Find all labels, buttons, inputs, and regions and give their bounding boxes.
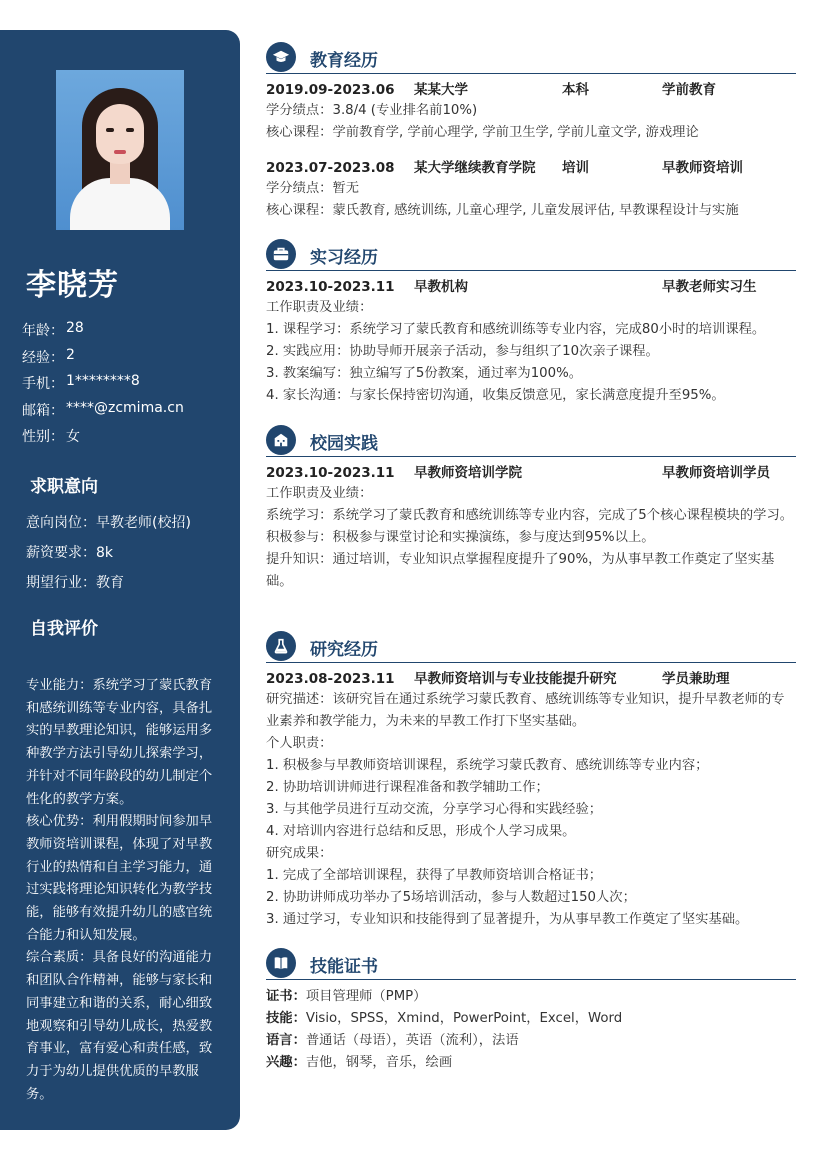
text-line: 2. 协助培训讲师进行课程准备和教学辅助工作； bbox=[266, 780, 549, 795]
section-header bbox=[266, 423, 796, 457]
text-line: 1. 积极参与早教师资培训课程，系统学习蒙氏教育、感统训练等专业内容； bbox=[266, 758, 709, 773]
text-line: 工作职责及业绩： bbox=[266, 486, 373, 501]
skill-tools: 技能：Visio，SPSS，Xmind，PowerPoint，Excel，Word bbox=[266, 1011, 623, 1026]
skills-section bbox=[266, 946, 796, 1074]
intent-title: 求职意向 bbox=[30, 477, 98, 497]
text-line: 核心课程：蒙氏教育, 感统训练, 儿童心理学, 儿童发展评估, 早教课程设计与实施 bbox=[266, 203, 739, 218]
building-icon bbox=[266, 425, 296, 455]
book-icon bbox=[266, 948, 296, 978]
info-phone: 手机： 1********8 bbox=[22, 373, 140, 392]
section-title: 校园实践 bbox=[310, 434, 378, 454]
section-header bbox=[266, 946, 796, 980]
briefcase-icon bbox=[266, 239, 296, 269]
info-email: 邮箱： ****@zcmima.cn bbox=[22, 399, 184, 419]
entry-header: 2023.10-2023.11 早教机构 早教老师实习生 bbox=[266, 279, 757, 295]
sidebar bbox=[0, 30, 240, 1130]
graduation-cap-icon bbox=[266, 42, 296, 72]
skill-certificate: 证书：项目管理师（PMP） bbox=[266, 989, 427, 1004]
text-line: 2. 协助讲师成功举办了5场培训活动，参与人数超过150人次； bbox=[266, 890, 636, 905]
self-eval-paragraph: 综合素质：具备良好的沟通能力和团队合作精神，能够与家长和同事建立和谐的关系，耐心细致地观察和引导幼儿成长，热爱教育事业，富有爱心和责任感，致力于为幼儿提供优质的早教服务。 bbox=[26, 950, 213, 1102]
text-line: 学分绩点：暂无 bbox=[266, 181, 360, 196]
text-line: 4. 对培训内容进行总结和反思，形成个人学习成果。 bbox=[266, 824, 576, 839]
text-line: 3. 教案编写：独立编写了5份教案，通过率为100%。 bbox=[266, 366, 583, 381]
text-line: 3. 通过学习，专业知识和技能得到了显著提升，为从事早教工作奠定了坚实基础。 bbox=[266, 912, 749, 927]
candidate-name: 李晓芳 bbox=[26, 268, 119, 303]
section-header bbox=[266, 237, 796, 271]
self-eval-paragraph: 核心优势：利用假期时间参加早教师资培训课程，体现了对早教行业的热情和自主学习能力，通过实践将理论知识转化为教学技能，能够有效提升幼儿的感官统合能力和认知发展。 bbox=[26, 814, 213, 943]
intent-position: 意向岗位：早教老师(校招) bbox=[26, 515, 191, 531]
campus-section bbox=[266, 423, 796, 593]
text-line: 3. 与其他学员进行互动交流，分享学习心得和实践经验； bbox=[266, 802, 603, 817]
text-line: 研究成果： bbox=[266, 846, 333, 861]
info-experience: 经验： 2 bbox=[22, 346, 75, 366]
job-intent bbox=[26, 512, 226, 602]
skill-language: 语言：普通话（母语），英语（流利），法语 bbox=[266, 1033, 519, 1048]
self-eval-paragraph: 专业能力：系统学习了蒙氏教育和感统训练等专业内容，具备扎实的早教理论知识，能够运用多种教学方法引导幼儿探索学习，并针对不同年龄段的幼儿制定个性化的教学方案。 bbox=[26, 678, 213, 807]
text-line: 1. 完成了全部培训课程，获得了早教师资培训合格证书； bbox=[266, 868, 603, 883]
section-title: 研究经历 bbox=[310, 640, 378, 660]
text-line: 积极参与：积极参与课堂讨论和实操演练，参与度达到95%以上。 bbox=[266, 530, 655, 545]
section-title: 实习经历 bbox=[310, 248, 378, 268]
intent-industry: 期望行业：教育 bbox=[26, 575, 124, 591]
text-line: 提升知识：通过培训，专业知识点掌握程度提升了90%，为从事早教工作奠定了坚实基础。 bbox=[266, 552, 775, 589]
text-line: 个人职责： bbox=[266, 736, 333, 751]
internship-section bbox=[266, 237, 796, 407]
section-title: 教育经历 bbox=[310, 51, 378, 71]
text-line: 系统学习：系统学习了蒙氏教育和感统训练等专业内容，完成了5个核心课程模块的学习。 bbox=[266, 508, 794, 523]
section-header bbox=[266, 629, 796, 663]
personal-info bbox=[22, 320, 222, 453]
flask-icon bbox=[266, 631, 296, 661]
text-line: 4. 家长沟通：与家长保持密切沟通，收集反馈意见，家长满意度提升至95%。 bbox=[266, 388, 725, 403]
section-header bbox=[266, 40, 796, 74]
entry-header: 2023.08-2023.11 早教师资培训与专业技能提升研究 学员兼助理 bbox=[266, 671, 730, 687]
section-title: 技能证书 bbox=[310, 957, 378, 977]
text-line: 核心课程：学前教育学, 学前心理学, 学前卫生学, 学前儿童文学, 游戏理论 bbox=[266, 125, 699, 140]
entry-header: 2023.10-2023.11 早教师资培训学院 早教师资培训学员 bbox=[266, 465, 770, 481]
text-line: 1. 课程学习：系统学习了蒙氏教育和感统训练等专业内容，完成80小时的培训课程。 bbox=[266, 322, 766, 337]
entry-header: 2023.07-2023.08 某大学继续教育学院 培训 早教师资培训 bbox=[266, 160, 743, 176]
info-age: 年龄： 28 bbox=[22, 320, 84, 339]
self-eval bbox=[26, 675, 218, 1106]
profile-photo bbox=[56, 70, 184, 230]
education-section bbox=[266, 40, 796, 222]
intent-salary: 薪资要求：8k bbox=[26, 545, 114, 561]
text-line: 学分绩点：3.8/4 (专业排名前10%) bbox=[266, 103, 478, 118]
info-gender: 性别： 女 bbox=[22, 429, 80, 445]
text-line: 工作职责及业绩： bbox=[266, 300, 373, 315]
entry-header: 2019.09-2023.06 某某大学 本科 学前教育 bbox=[266, 82, 716, 98]
self-eval-title: 自我评价 bbox=[30, 619, 98, 639]
text-line: 2. 实践应用：协助导师开展亲子活动，参与组织了10次亲子课程。 bbox=[266, 344, 659, 359]
research-section bbox=[266, 629, 796, 931]
text-line: 研究描述：该研究旨在通过系统学习蒙氏教育、感统训练等专业知识，提升早教老师的专业素养和教学能力，为未来的早教工作打下坚实基础。 bbox=[266, 692, 785, 729]
skill-hobby: 兴趣：吉他，钢琴，音乐，绘画 bbox=[266, 1055, 453, 1070]
